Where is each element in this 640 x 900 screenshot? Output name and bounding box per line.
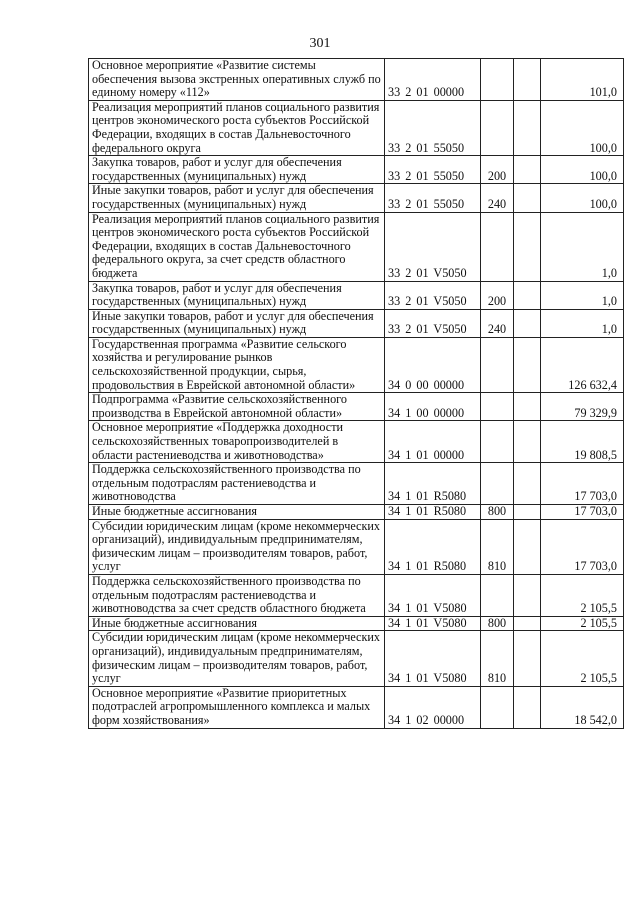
empty-cell bbox=[514, 337, 541, 392]
item-name-cell bbox=[89, 184, 385, 212]
empty-cell bbox=[514, 393, 541, 421]
table-row bbox=[89, 281, 624, 309]
table-row bbox=[89, 156, 624, 184]
empty-cell bbox=[514, 212, 541, 281]
expense-type-code bbox=[481, 574, 514, 616]
expense-type-code: 200 bbox=[481, 281, 514, 309]
amount-cell: 1,0 bbox=[541, 281, 624, 309]
target-article-code: 34 1 01 V5080 bbox=[385, 631, 481, 686]
table-row bbox=[89, 393, 624, 421]
table-row bbox=[89, 686, 624, 728]
empty-cell bbox=[514, 574, 541, 616]
item-name-cell bbox=[89, 156, 385, 184]
table-row bbox=[89, 574, 624, 616]
item-name-cell bbox=[89, 631, 385, 686]
empty-cell bbox=[514, 281, 541, 309]
item-name: Закупка товаров, работ и услуг для обеспечения государственных (муниципальных) нужд bbox=[92, 281, 342, 309]
target-article-code: 33 2 01 55050 bbox=[385, 100, 481, 155]
target-article-code: 34 1 01 R5080 bbox=[385, 505, 481, 520]
expense-type-code: 240 bbox=[481, 309, 514, 337]
amount-cell: 79 329,9 bbox=[541, 393, 624, 421]
empty-cell bbox=[514, 421, 541, 463]
item-name-cell bbox=[89, 686, 385, 728]
item-name-cell bbox=[89, 212, 385, 281]
target-article-code: 34 1 01 00000 bbox=[385, 421, 481, 463]
item-name: Государственная программа «Развитие сельского хозяйства и регулирование рынков сельскохозяйственной продукции, сырья, продовольствия в Еврейской автономной области» bbox=[92, 337, 356, 392]
item-name-cell bbox=[89, 463, 385, 505]
table-row bbox=[89, 184, 624, 212]
item-name-cell bbox=[89, 309, 385, 337]
expense-type-code bbox=[481, 337, 514, 392]
item-name: Иные бюджетные ассигнования bbox=[92, 616, 258, 630]
expense-type-code bbox=[481, 421, 514, 463]
empty-cell bbox=[514, 59, 541, 101]
target-article-code: 34 1 01 V5080 bbox=[385, 574, 481, 616]
amount-cell: 100,0 bbox=[541, 100, 624, 155]
empty-cell bbox=[514, 184, 541, 212]
item-name: Субсидии юридическим лицам (кроме некоммерческих организаций), индивидуальным предпринимателям, физическим лицам – производителям товаров, работ, услуг bbox=[92, 630, 380, 686]
target-article-code: 33 2 01 V5050 bbox=[385, 281, 481, 309]
item-name: Иные бюджетные ассигнования bbox=[92, 504, 258, 518]
item-name: Закупка товаров, работ и услуг для обеспечения государственных (муниципальных) нужд bbox=[92, 155, 342, 183]
item-name: Реализация мероприятий планов социального развития центров экономического роста субъектов Российской Федерации, входящих в состав Дальневосточного федерального округа, за счет средств областного бюджета bbox=[92, 212, 380, 280]
target-article-code: 33 2 01 V5050 bbox=[385, 212, 481, 281]
table-row bbox=[89, 463, 624, 505]
item-name-cell bbox=[89, 281, 385, 309]
empty-cell bbox=[514, 505, 541, 520]
expense-type-code bbox=[481, 686, 514, 728]
amount-cell: 2 105,5 bbox=[541, 574, 624, 616]
empty-cell bbox=[514, 309, 541, 337]
expense-type-code: 240 bbox=[481, 184, 514, 212]
amount-cell: 1,0 bbox=[541, 212, 624, 281]
page-number: 301 bbox=[309, 36, 331, 51]
item-name-cell bbox=[89, 616, 385, 631]
target-article-code: 33 2 01 55050 bbox=[385, 184, 481, 212]
table-row bbox=[89, 616, 624, 631]
item-name: Иные закупки товаров, работ и услуг для обеспечения государственных (муниципальных) нужд bbox=[92, 309, 374, 337]
item-name: Основное мероприятие «Поддержка доходности сельскохозяйственных товаропроизводителей в области растениеводства и животноводства» bbox=[92, 420, 344, 462]
table-row bbox=[89, 519, 624, 574]
item-name-cell bbox=[89, 519, 385, 574]
target-article-code: 34 1 02 00000 bbox=[385, 686, 481, 728]
empty-cell bbox=[514, 156, 541, 184]
item-name-cell bbox=[89, 59, 385, 101]
empty-cell bbox=[514, 616, 541, 631]
table-row bbox=[89, 337, 624, 392]
table-row bbox=[89, 212, 624, 281]
amount-cell: 17 703,0 bbox=[541, 463, 624, 505]
item-name-cell bbox=[89, 100, 385, 155]
amount-cell: 17 703,0 bbox=[541, 519, 624, 574]
expense-type-code bbox=[481, 212, 514, 281]
empty-cell bbox=[514, 631, 541, 686]
amount-cell: 101,0 bbox=[541, 59, 624, 101]
amount-cell: 17 703,0 bbox=[541, 505, 624, 520]
target-article-code: 33 2 01 55050 bbox=[385, 156, 481, 184]
item-name: Реализация мероприятий планов социального развития центров экономического роста субъектов Российской Федерации, входящих в состав Дальневосточного федерального округа bbox=[92, 100, 380, 155]
expense-type-code bbox=[481, 59, 514, 101]
amount-cell: 19 808,5 bbox=[541, 421, 624, 463]
expense-type-code bbox=[481, 393, 514, 421]
table-body bbox=[89, 59, 624, 729]
target-article-code: 34 1 01 R5080 bbox=[385, 463, 481, 505]
item-name: Иные закупки товаров, работ и услуг для обеспечения государственных (муниципальных) нужд bbox=[92, 183, 374, 211]
target-article-code: 33 2 01 V5050 bbox=[385, 309, 481, 337]
item-name-cell bbox=[89, 337, 385, 392]
amount-cell: 100,0 bbox=[541, 184, 624, 212]
expense-type-code: 200 bbox=[481, 156, 514, 184]
expense-type-code: 810 bbox=[481, 519, 514, 574]
item-name: Субсидии юридическим лицам (кроме некоммерческих организаций), индивидуальным предпринимателям, физическим лицам – производителям товаров, работ, услуг bbox=[92, 519, 380, 574]
item-name: Основное мероприятие «Развитие системы обеспечения вызова экстренных оперативных служб по единому номеру «112» bbox=[92, 58, 381, 100]
item-name-cell bbox=[89, 505, 385, 520]
table-row bbox=[89, 421, 624, 463]
item-name: Основное мероприятие «Развитие приоритетных подотраслей агропромышленного комплекса и малых форм хозяйствования» bbox=[92, 686, 371, 727]
empty-cell bbox=[514, 686, 541, 728]
table-row bbox=[89, 631, 624, 686]
target-article-code: 34 1 01 V5080 bbox=[385, 616, 481, 631]
expense-type-code bbox=[481, 100, 514, 155]
target-article-code: 34 0 00 00000 bbox=[385, 337, 481, 392]
table-row bbox=[89, 100, 624, 155]
empty-cell bbox=[514, 463, 541, 505]
item-name-cell bbox=[89, 574, 385, 616]
table-row bbox=[89, 309, 624, 337]
amount-cell: 2 105,5 bbox=[541, 616, 624, 631]
item-name: Поддержка сельскохозяйственного производства по отдельным подотраслям растениеводства и животноводства bbox=[92, 462, 361, 504]
amount-cell: 1,0 bbox=[541, 309, 624, 337]
amount-cell: 100,0 bbox=[541, 156, 624, 184]
expense-type-code: 810 bbox=[481, 631, 514, 686]
amount-cell: 18 542,0 bbox=[541, 686, 624, 728]
table-row bbox=[89, 505, 624, 520]
target-article-code: 34 1 01 R5080 bbox=[385, 519, 481, 574]
amount-cell: 126 632,4 bbox=[541, 337, 624, 392]
table-row bbox=[89, 59, 624, 101]
empty-cell bbox=[514, 519, 541, 574]
expense-type-code: 800 bbox=[481, 505, 514, 520]
item-name: Подпрограмма «Развитие сельскохозяйственного производства в Еврейской автономной области» bbox=[92, 392, 347, 420]
item-name: Поддержка сельскохозяйственного производства по отдельным подотраслям растениеводства и животноводства за счет средств областного бюджета bbox=[92, 574, 366, 616]
target-article-code: 34 1 00 00000 bbox=[385, 393, 481, 421]
expense-type-code bbox=[481, 463, 514, 505]
amount-cell: 2 105,5 bbox=[541, 631, 624, 686]
expense-type-code: 800 bbox=[481, 616, 514, 631]
budget-table bbox=[88, 58, 624, 729]
target-article-code: 33 2 01 00000 bbox=[385, 59, 481, 101]
item-name-cell bbox=[89, 393, 385, 421]
item-name-cell bbox=[89, 421, 385, 463]
empty-cell bbox=[514, 100, 541, 155]
